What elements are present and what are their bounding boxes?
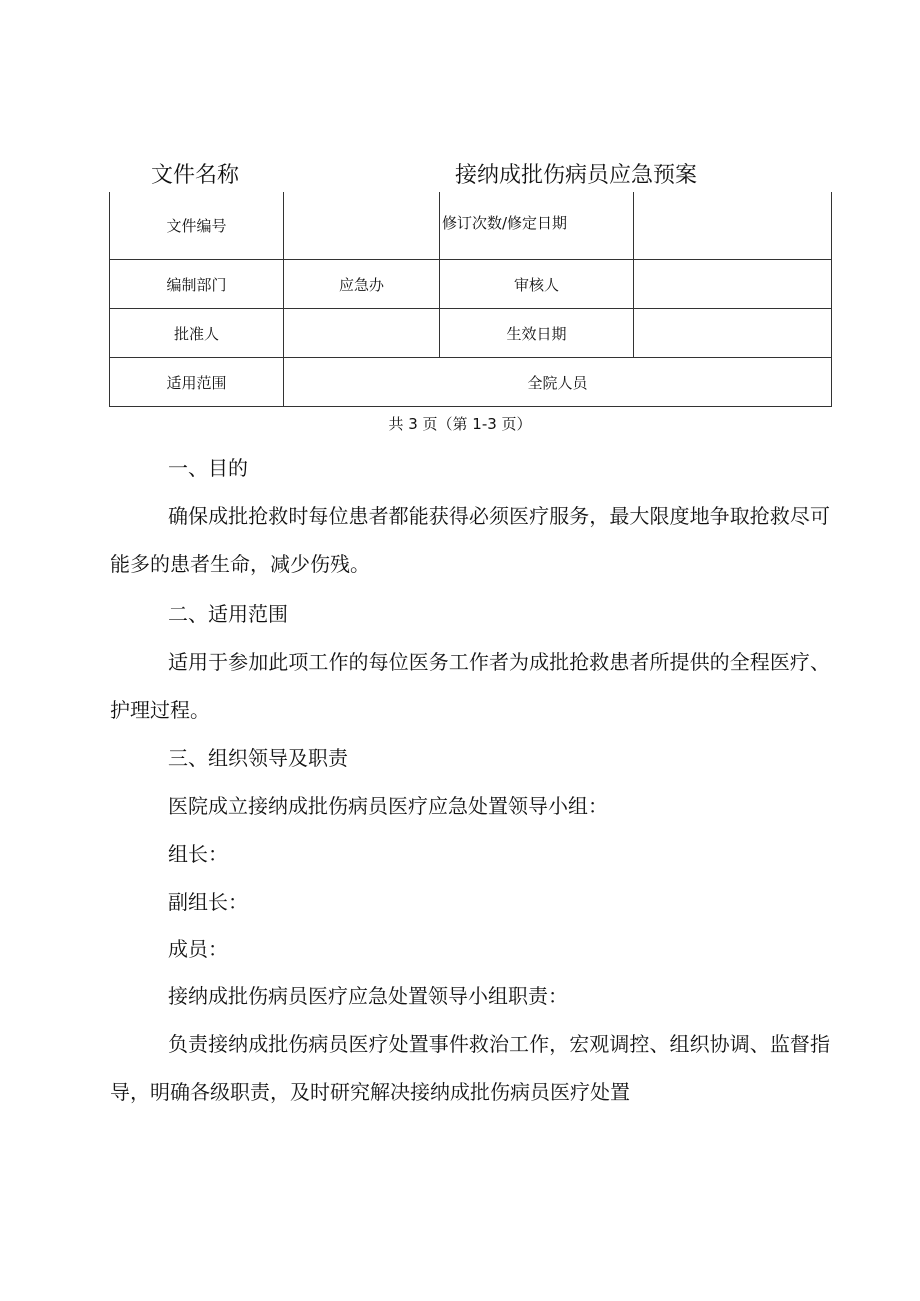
department-value: 应急办: [284, 260, 440, 309]
effective-date-value: [634, 309, 832, 358]
department-label: 编制部门: [110, 260, 284, 309]
leader-line: 组长：: [168, 842, 228, 866]
effective-date-label: 生效日期: [440, 309, 634, 358]
revision-value: [634, 192, 832, 260]
document-title-row: [0, 158, 920, 194]
scope-label: 适用范围: [110, 358, 284, 407]
table-row: [110, 358, 832, 407]
doc-number-value: [284, 192, 440, 260]
table-row: [110, 260, 832, 309]
reviewer-label: 审核人: [440, 260, 634, 309]
table-row: [110, 192, 832, 260]
organization-intro: 医院成立接纳成批伤病员医疗应急处置领导小组：: [168, 794, 608, 818]
document-name-value: 接纳成批伤病员应急预案: [455, 163, 698, 188]
document-info-table: [109, 192, 832, 407]
approver-label: 批准人: [110, 309, 284, 358]
deputy-leader-line: 副组长：: [168, 890, 248, 914]
scope-value: 全院人员: [284, 358, 832, 407]
purpose-paragraph: 确保成批抢救时每位患者都能获得必须医疗服务，最大限度地争取抢救尽可能多的患者生命，减少伤残。: [110, 504, 830, 576]
scope-paragraph: 适用于参加此项工作的每位医务工作者为成批抢救患者所提供的全程医疗、护理过程。: [110, 650, 830, 722]
members-line: 成员：: [168, 937, 228, 961]
revision-label: 修订次数/修定日期: [440, 192, 634, 260]
section-heading-purpose: 一、目的: [168, 456, 248, 480]
section-heading-organization: 三、组织领导及职责: [168, 746, 348, 770]
duties-paragraph: 负责接纳成批伤病员医疗处置事件救治工作，宏观调控、组织协调、监督指导，明确各级职责，及时研究解决接纳成批伤病员医疗处置: [110, 1032, 830, 1104]
page-count: 共 3 页（第 1-3 页）: [388, 415, 532, 433]
table-row: [110, 309, 832, 358]
approver-value: [284, 309, 440, 358]
document-name-label: 文件名称: [151, 163, 240, 188]
duties-title: 接纳成批伤病员医疗应急处置领导小组职责：: [168, 984, 568, 1008]
reviewer-value: [634, 260, 832, 309]
doc-number-label: 文件编号: [110, 192, 284, 260]
section-heading-scope: 二、适用范围: [168, 602, 288, 626]
